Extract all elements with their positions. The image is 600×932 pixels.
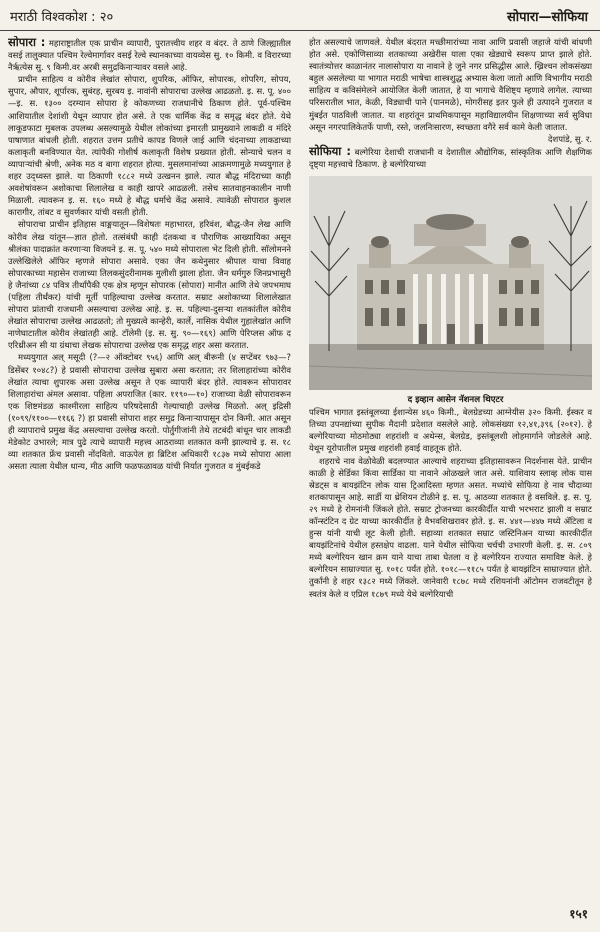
entry-sofia-intro xyxy=(309,145,592,170)
right-column xyxy=(309,36,592,916)
paragraph: पश्चिम भागात इस्तंबूलच्या ईशान्येस ४६० किमी., बेलग्रेडच्या आग्नेयीस ३२० किमी. ईस्कर व तिच्या उपनद्यांच्या सुपीक मैदानी प्रदेशात वसलेले आहे. लोकसंख्या १२,४१,३९६ (२०१२). हे बल्गेरियाच्या मोठमोठ्या शहरांशी व अथेन्स, बेलग्रेड, इस्तंबूलशी लोहमार्गाने जोडलेले आहे. येथून यूरोपातील प्रमुख शहरांशी हवाई वाहतूक होते. xyxy=(309,407,592,454)
running-header xyxy=(0,0,600,31)
paragraph-text: महाराष्ट्रातील एक प्राचीन व्यापारी, पुरातत्त्वीय शहर व बंदर. ते ठाणे जिल्ह्यातील वसई तालुक्यात पश्चिम रेल्वेमार्गावर वसई रेल्वे स्थानकाच्या वायव्येस सु. १० किमी. व विरारच्या नैर्ऋत्येस सु. ९ किमी.वर अरबी समुद्रकिनाऱ्यावर वसले आहे. xyxy=(8,38,291,73)
theatre-photo-figure xyxy=(309,176,592,390)
author-signature: देशपांडे, सु. र. xyxy=(548,133,592,144)
entry-sopara-first-paragraph xyxy=(8,36,291,73)
left-column xyxy=(8,36,291,916)
header-volume-title: मराठी विश्वकोश : २० xyxy=(10,10,114,25)
paragraph: प्राचीन साहित्य व कोरीव लेखांत सोपारा, शुपरिक, ऑफिर, सोपारक, शोपरिग, सोपय, सुपार, औपार, शूर्पारक, सुबंरह, सुरबय इ. नावांनी सोपाराचा उल्लेख आढळतो. इ. स. पू. ४००—इ. स. १३०० दरम्यान सोपारा हे कोकणच्या राजधानीचे ठिकाण होते. पूर्व-पश्चिम आशियातील देशांशी येथून व्यापार होत असे. ते एक धार्मिक केंद्र व समृद्ध बंदर होते. येथे लाकूडफाटा मुबलक उपलब्ध असल्यामुळे येथील लोकांच्या इमारती प्रामुख्याने लाकडी व मंदिरे पाषाणात बांधली होती. शहरात उत्तम प्रतीचे कापड विणले जाई आणि चंदनाच्या लाकडाच्या कलाकृती बनविण्यात येत. त्यांपैकी गोशीर्ष कलाकृती विशेष प्रख्यात होती. सोन्याचे चलन व व्यापाऱ्यांची श्रेणी, अनेक मठ व बागा शहरात होत्या. मुसलमानांच्या आक्रमणामुळे मध्ययुगात हे शहर उद्ध्वस्त झाले. या ठिकाणी १८८२ मध्ये उत्खनन झाले. त्यात बौद्ध मंदिराच्या काही अवशेषांवरून अशोकाचा शिलालेख व काही खापरे आढळली. तसेच सातवाहनकालीन नाणी मिळाली. त्यावरून इ. स. १६० मध्ये हे बौद्ध धर्माचे केंद्र असावे. त्यावेळी सोपारात कुशल कारागीर, तांबट व सुवर्णकार यांची वसती होती. xyxy=(8,74,291,218)
paragraph: मध्ययुगात अल् मसूदी (?—२ ऑक्टोबर ९५६) आणि अल् बीरूनी (४ सप्टेंबर ९७३—? डिसेंबर १०४८?) हे प्रवासी सोपाराचा उल्लेख सुबारा असा करतात; तर शिलाहारांच्या कोरीव लेखांत त्याचा शुपारक असा उल्लेख असून ते एक व्यापारी बंदर होते. त्यावरून सोपारावर शिलाहारांचा अंमल असावा. पहिला अपराजित (कार. ११९०—१०) राजाच्या वेळी सोपारावरून एक शिष्टमंडळ काश्मीरला साहित्य परिषदेसाठी गेल्याचाही उल्लेख मिळतो. अल् इद्रिसी (१०९९/११००—११६६ ?) हा प्रवासी सोपारा शहर समुद्र किनाऱ्यापासून दोन किमी. आत असून ही व्यापाराचे प्रमुख केंद्र असल्याचा उल्लेख करतो. पोर्तुगीजांनी तेथे तटबंदी बांधून चार लाकडी मेडेकोट उभारले; मात्र पुढे त्याचे व्यापारी महत्त्व आठराव्या शतकात कमी झाल्याचे इ. स. १८ व्या शतकात फ्रेंच प्रवासी नोंदवितो. वाऊपेल हा ब्रिटिश अधिकारी १८३७ मध्ये सोपारा आला असता त्याला येथील धान्य, मीठ आणि फळफळावळ यांची निर्यात गुजरात व मुंबईकडे xyxy=(8,352,291,472)
paragraph-text: बल्गेरिया देशाची राजधानी व देशातील औद्योगिक, सांस्कृतिक आणि शैक्षणिक दृष्ट्या महत्त्वाचे ठिकाण. हे बल्गेरियाच्या xyxy=(309,146,592,169)
entry-heading-sopara: सोपारा : xyxy=(8,36,46,49)
paragraph-continuation: होत असल्याचे जाणवले. येथील बंदरात मच्छीमारांच्या नावा आणि प्रवासी जहाजे यांची बांधणी होत असे. एकोणिसाव्या शतकाच्या अखेरीस याला एका खेड्याचे स्वरूप प्राप्त झाले होते. स्वातंत्र्योत्तर काळानंतर नालासोपारा या नावाने हे जुने नगर प्रसिद्धीस आले. ख्रिश्चन लोकसंख्या बहुल असलेल्या या भागात मराठी भाषेचा शास्त्रशुद्ध अभ्यास केला जातो आणि विभागीय मराठी साहित्य व कविसंमेलने आयोजित केली जातात, हे या भागाचे वैशिष्ट्य म्हणावे लागेल. त्याच्या परिसरातील भात, केळी, विड्याची पाने (पानमळे), मोगरीसह इतर फुले ही उत्पादने गुजरात व मुंबईत पाठविली जातात. या शहरांतून प्राथमिकपासून महाविद्यालयीन शिक्षणाच्या सर्व सुविधा असून नगरपालिकेतर्फे पाणी, रस्ते, जलनिःसारण, स्वच्छता वगैरे सर्व कामे केली जातात. xyxy=(309,37,592,132)
paragraph: सोपाराचा प्राचीन इतिहास वाङ्मयातून—विशेषतः महाभारत, हरिवंश, बौद्ध-जैन लेख आणि कोरीव लेख यांतून—ज्ञात होतो. तत्संबंधी काही दंतकथा व पौराणिक आख्यायिका असून श्रीलंका पादाक्रांत करणाऱ्या विजयने इ. स. पू. ५४० मध्ये सोपाराला भेट दिली होती. सॉलोमनने उल्लेखिलेले ऑफिर म्हणजे सोपारा असावे. एका जैन कथेनुसार श्रीपाल याचा विवाह सोपारकाच्या महासेन राजाच्या तिलकसुंदरीनामक मुलीशी झाला होता. जैन धर्मगुरु जिनप्रभासुरी हे जैनांच्या ८४ पवित्र तीर्थांपैकी एक क्षेत्र म्हणून सोपारक (सोपारा) मानीत आणि तेथे जपभमाघ (पहिला तीर्थंकर) यांची मूर्ती पाहिल्याचा उल्लेख करतात. सम्राट अशोकाच्या शिलालेखात सोपारा प्रांताची राजधानी असल्याचा उल्लेख आहे. इ. स. पहिल्या-दुसऱ्या शतकांतील कोरीव लेखांत सोपाराचा उल्लेख आढळतो; तो मुख्यत्वे कान्हेरी, कार्ले, नासिक येथील गुहालेखांत आणि नाणेघाटातील कोरीव लेखांतही आहे. टॉलेमी (इ. स. सु. ९०—१६९) आणि पेरिप्लस ऑफ द एरिथ्रीअन सी या ग्रंथाचा लेखक सोपाराचा उल्लेख एक समृद्ध शहर असा करतात. xyxy=(8,219,291,351)
entry-heading-sofia: सोफिया : xyxy=(309,143,351,158)
header-entry-range: सोपारा—सोफिया xyxy=(506,10,588,25)
paragraph: शहराचे नाव वेळोवेळी बदलण्यात आल्याचे शहराच्या इतिहासावरून निदर्शनास येते. प्राचीन काळी हे सेर्डिका किंवा सार्डिका या नावाने ओळखले जात असे. याशिवाय स्लाव्ह लोक यास स्रेडट्स व बायझंटिन लोक यास ट्रिआदिस्ता म्हणत असत. मध्यांचे सोफिया हे नाव चौदाव्या शतकापासून आहे. सार्डी या थ्रेशियन टोळीने इ. स. पू. आठव्या शतकात हे वसविले. इ. स. पू. २९ मध्ये हे रोमनांनी जिंकले होते. सम्राट ट्रोजनच्या कारकीर्दीत याची भरभराट झाली व सम्राट कॉन्स्टंटिन द ग्रेट याच्या कारकीर्दीत हे वैभवशिखरावर होते. इ. स. ४४१—४४७ मध्ये ॲटिला व हुन्स यांनी याची लूट केली होती. सहाव्या शतकात सम्राट जस्टिनिअन याच्या कारकीर्दीत बायझंटिनांचे येथील हस्तक्षेप वाढला. याने येथील सोफिया चर्चची उभारणी केली. इ. स. ८०९ मध्ये बल्गेरियन खान क्रम याने याचा ताबा घेतला व हे बल्गेरियन राज्यात समाविष्ट केले. हे बल्गेरियन साम्राज्यात सु. १०१८ पर्यंत होते. १०१८—११८५ पर्यंत हे बायझंटिन साम्राज्यात होते. तुर्कांनी हे शहर १३८२ मध्ये जिंकले. जानेवारी १८७८ मध्ये रशियनांनी ऑटोमन राजवटीतून हे स्वतंत्र केले व एप्रिल १८७९ मध्ये येथे बल्गेरियाची xyxy=(309,455,592,599)
photo-caption: द इव्हान आसेन नॅशनल थिएटर xyxy=(407,395,504,406)
page-number: १५१ xyxy=(569,907,588,921)
theatre-photo xyxy=(309,176,592,390)
